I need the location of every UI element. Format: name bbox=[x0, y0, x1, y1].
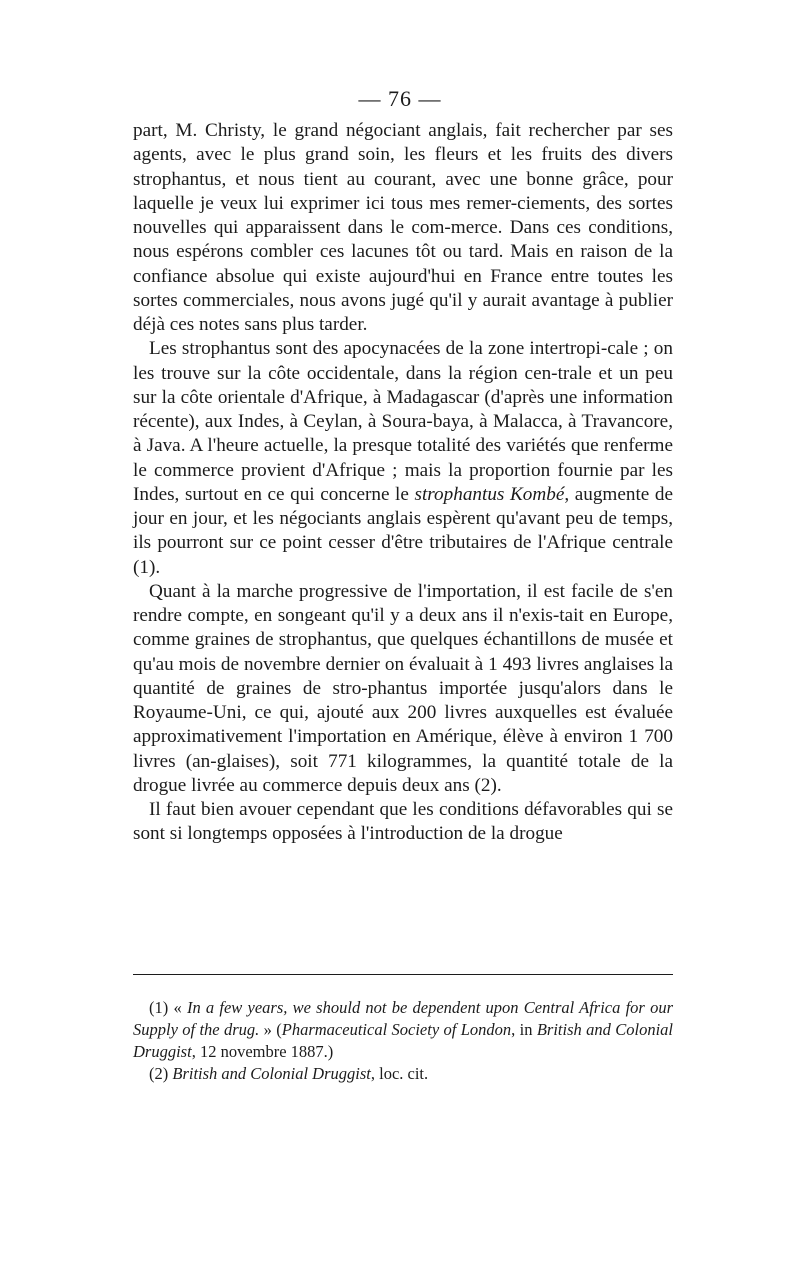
text-run: Quant à la marche progressive de l'importation, il est facile de s'en rendre compte, en songeant qu'il y a deux ans il n'exis-tait en Europe, comme graines de strophantus, que quelques échantillons de musée et qu'au mois de novembre dernier on évaluait à 1 493 livres anglaises la quantité de graines de stro-phantus importée jusqu'alors dans le Royaume-Uni, ce qui, ajouté aux 200 livres auxquelles est évaluée approximativement l'importation en Amérique, élève à environ 1 700 livres (an-glaises), soit 771 kilogrammes, la quantité totale de la drogue livrée au commerce depuis deux ans (2). bbox=[133, 580, 673, 796]
footnote bbox=[133, 997, 673, 1063]
paragraph bbox=[133, 119, 673, 337]
footnote-divider bbox=[133, 974, 673, 975]
source-name: Pharmaceutical Society of London bbox=[281, 1020, 512, 1039]
main-text bbox=[133, 119, 673, 847]
text-run: Il faut bien avouer cependant que les conditions défavorables qui se sont si longtemps opposées à l'introduction de la drogue bbox=[133, 799, 673, 845]
source-name: British and Colonial Druggist bbox=[172, 1064, 371, 1083]
quote: In a few years, we should not be dependent upon Central Africa for our Supply of the drug. bbox=[133, 998, 673, 1039]
text-run: » ( bbox=[259, 1020, 282, 1039]
source-name: British and Colonial Druggist bbox=[133, 1020, 673, 1061]
species-name: strophantus Kombé bbox=[414, 483, 565, 505]
text-run: , loc. cit. bbox=[370, 1064, 429, 1083]
text-run: Les strophantus sont des apocynacées de la zone intertropi-cale ; on les trouve sur la côte occidentale, dans la région cen-trale et un peu sur la côte orientale d'Afrique, à Madagascar (d'après une information récente), aux Indes, à Ceylan, à Soura-baya, à Malacca, à Travancore, à Java. A l'heure actuelle, la presque totalité des variétés que renferme le commerce provient d'Afrique ; mais la proportion fournie par les Indes, surtout en ce qui concerne le bbox=[133, 338, 673, 505]
paragraph bbox=[133, 798, 673, 847]
paragraph bbox=[133, 580, 673, 798]
text-run: , augmente de jour en jour, et les négociants anglais espèrent qu'avant peu de temps, ils pourront sur ce point cesser d'être tributaires de l'Afrique centrale (1). bbox=[133, 483, 673, 578]
paragraph bbox=[133, 337, 673, 580]
footnotes bbox=[133, 997, 673, 1085]
text-run: part, M. Christy, le grand négociant anglais, fait rechercher par ses agents, avec le plus grand soin, les fleurs et les fruits des divers strophantus, et nous tient au courant, avec une bonne grâce, pour laquelle je veux lui exprimer ici tous mes remer-ciements, des sortes nouvelles qui apparaissent dans le com-merce. Dans ces conditions, nous espérons combler ces lacunes tôt ou tard. Mais en raison de la confiance absolue qui existe aujourd'hui en France entre toutes les sortes commerciales, nous avons jugé qu'il y aurait avantage à publier déjà ces notes sans plus tarder. bbox=[133, 120, 673, 335]
text-run: , in bbox=[511, 1020, 537, 1039]
footnote bbox=[133, 1063, 673, 1085]
page-number: — 76 — bbox=[358, 86, 442, 111]
text-run: , 12 novembre 1887.) bbox=[191, 1042, 334, 1061]
text-run: (1) « bbox=[149, 998, 187, 1017]
text-run: (2) bbox=[149, 1064, 173, 1083]
